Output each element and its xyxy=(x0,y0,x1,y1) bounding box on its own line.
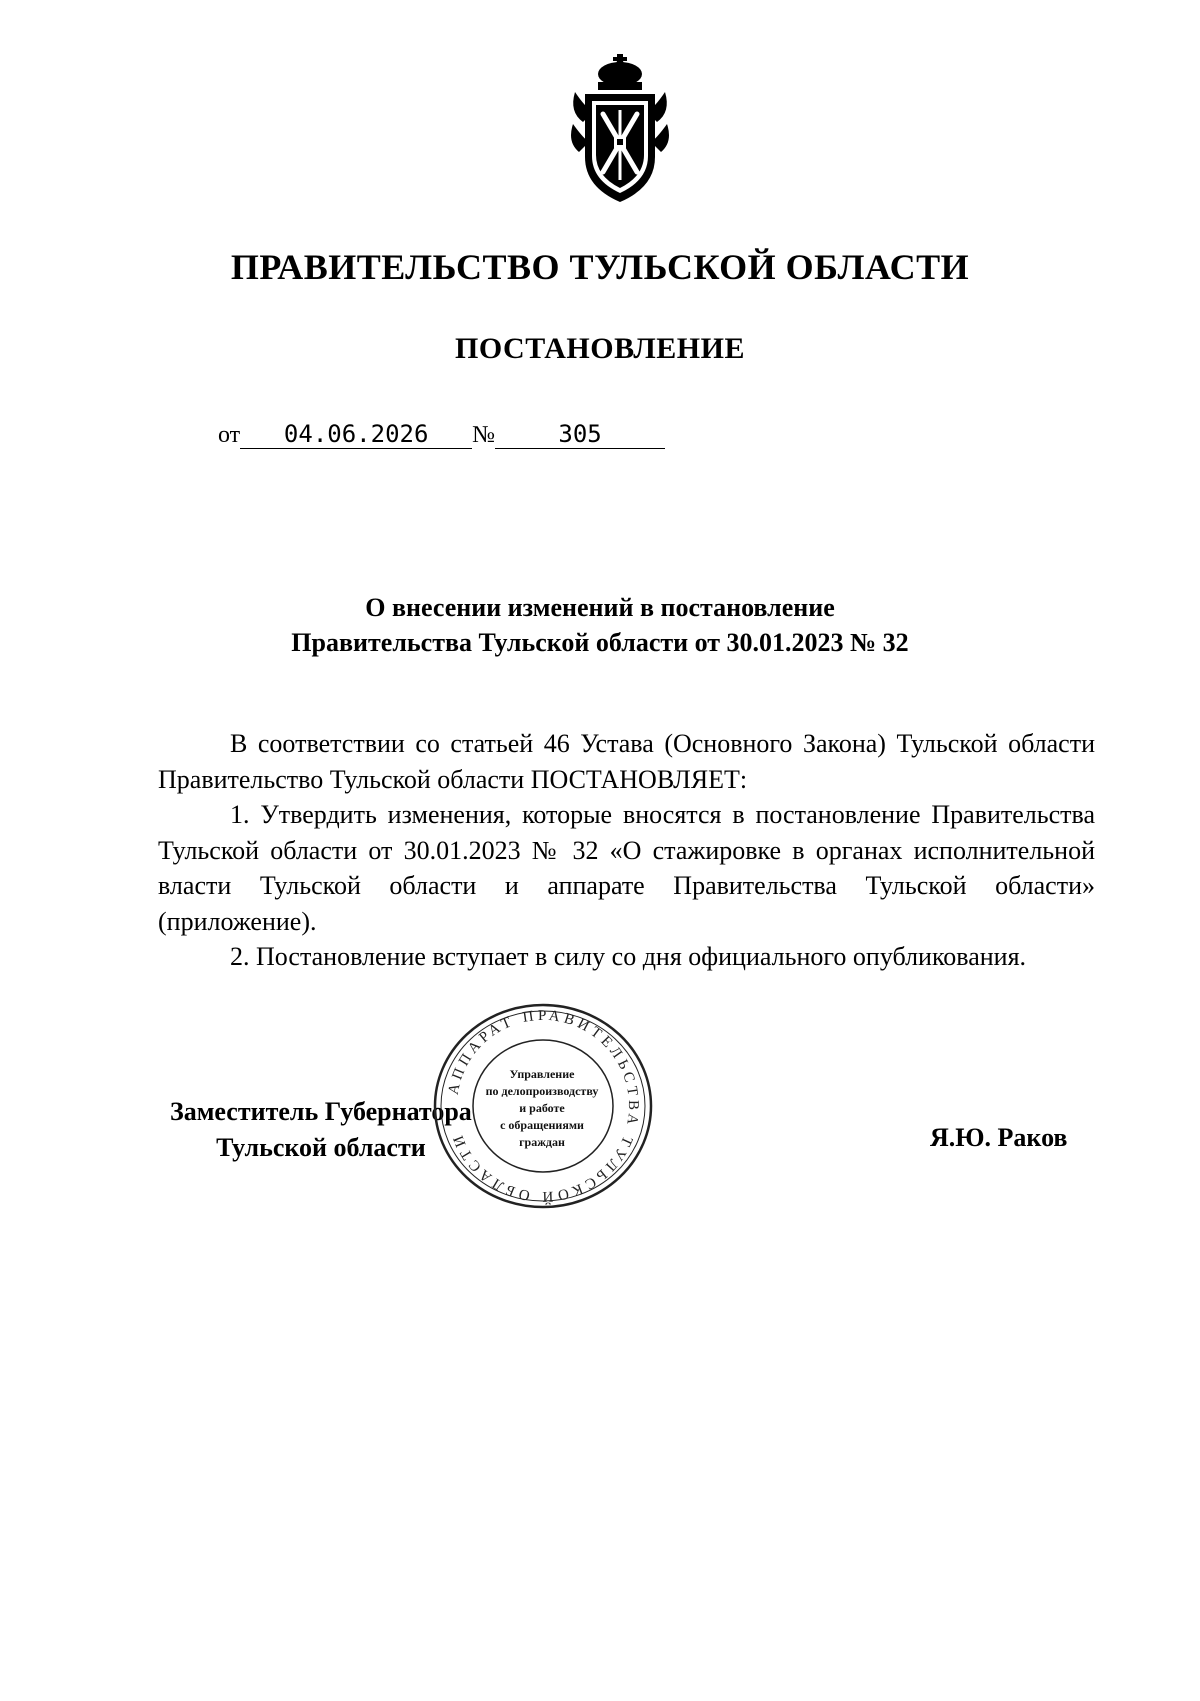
document-type-heading: ПОСТАНОВЛЕНИЕ xyxy=(455,332,745,365)
signer-title-line-1: Заместитель Губернатора xyxy=(170,1097,472,1126)
clause-1-paragraph: 1. Утвердить изменения, которые вносятся в постановление Правительства Тульской области от 30.01.2023 № 32 «О стажировке в органах исполнительной власти Тульской области и аппарате Правительства Тульской области» (приложение). xyxy=(158,800,1095,936)
organization-title: ПРАВИТЕЛЬСТВО ТУЛЬСКОЙ ОБЛАСТИ xyxy=(230,247,970,287)
document-subject xyxy=(0,590,1200,660)
signer-title-line-2: Тульской области xyxy=(216,1133,426,1162)
clause-2-paragraph: 2. Постановление вступает в силу со дня официального опубликования. xyxy=(230,942,1027,971)
document-dateline xyxy=(218,420,665,449)
number-label: № xyxy=(472,422,496,448)
document-date: 04.06.2026 xyxy=(240,420,472,449)
subject-line-2: Правительства Тульской области от 30.01.2023 № 32 xyxy=(291,628,909,657)
stamp-inner-text: Управление по делопроизводству и работе с обращениями граждан xyxy=(485,1067,599,1149)
document-body xyxy=(158,726,1095,975)
subject-line-1: О внесении изменений в постановление xyxy=(365,593,835,622)
document-number: 305 xyxy=(495,420,665,449)
coat-of-arms-emblem xyxy=(565,52,675,207)
stamp-ring-text: АППАРАТ ПРАВИТЕЛЬСТВА ТУЛЬСКОЙ ОБЛАСТИ xyxy=(445,1007,642,1205)
signer-name: Я.Ю. Раков xyxy=(930,1123,1068,1152)
date-label: от xyxy=(218,422,241,448)
preamble-paragraph: В соответствии со статьей 46 Устава (Основного Закона) Тульской области Правительство Тульской области ПОСТАНОВЛЯЕТ: xyxy=(158,729,1095,794)
signer-title xyxy=(170,1094,472,1166)
